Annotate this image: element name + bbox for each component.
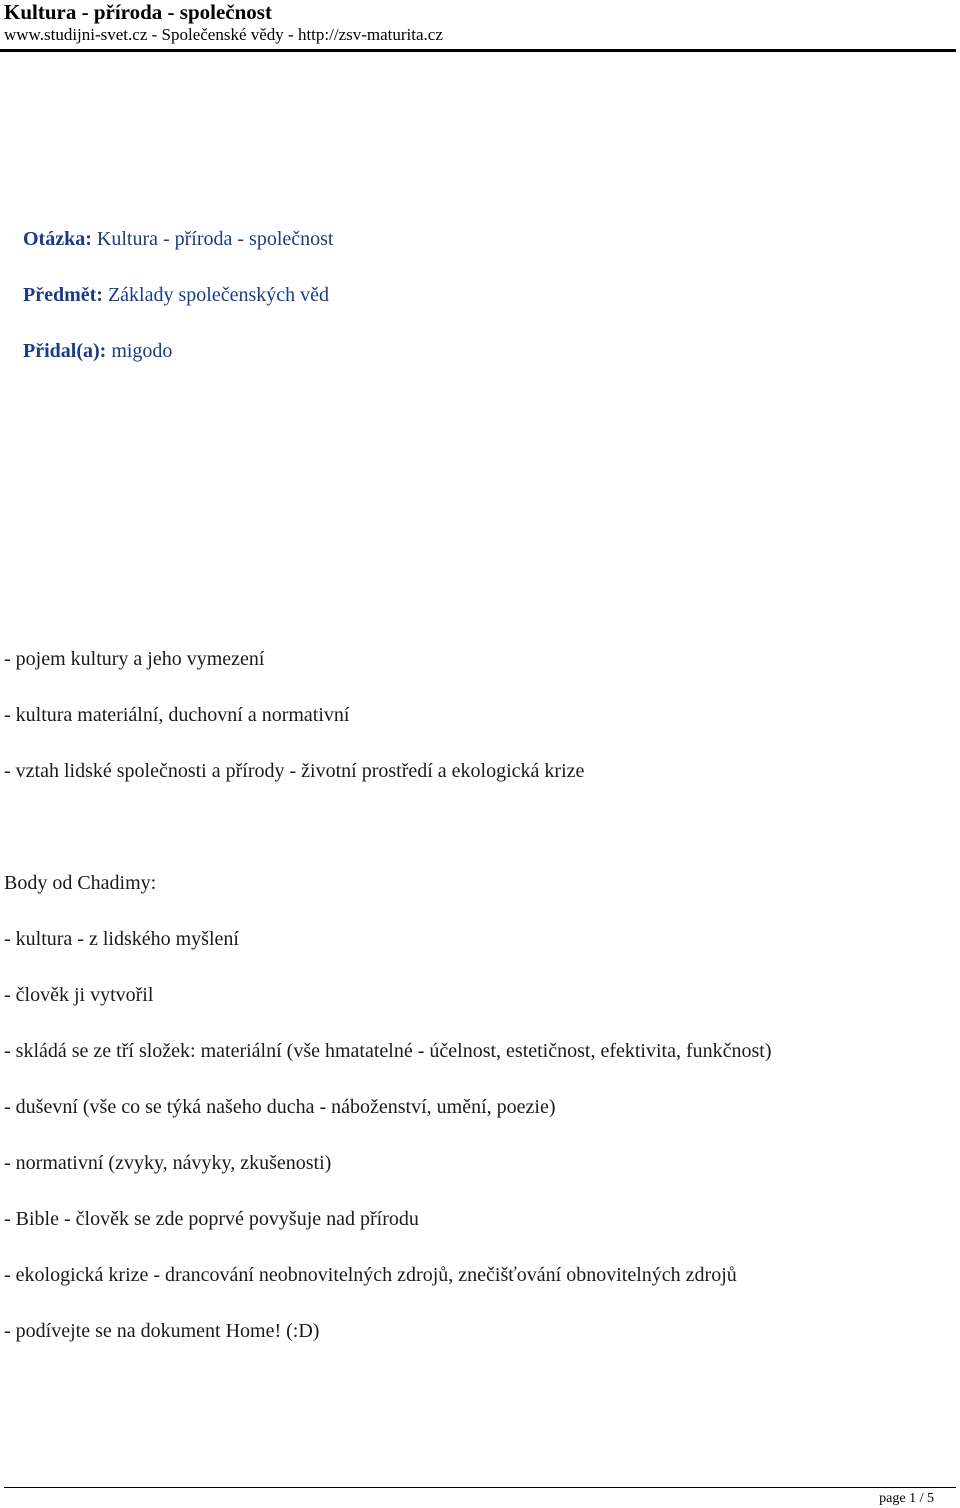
topic-line-3: - vztah lidské společnosti a přírody - životní prostředí a ekologická krize	[4, 760, 585, 782]
meta-author	[23, 339, 172, 363]
note-line-7: - ekologická krize - drancování neobnovitelných zdrojů, znečišťování obnovitelných zdrojů	[4, 1264, 737, 1286]
topic-line-2: - kultura materiální, duchovní a normativní	[4, 704, 350, 726]
note-line-1: - kultura - z lidského myšlení	[4, 928, 239, 950]
meta-question-value: Kultura - příroda - společnost	[96, 228, 334, 250]
note-line-6: - Bible - člověk se zde poprvé povyšuje nad přírodu	[4, 1208, 419, 1230]
header-divider	[0, 49, 956, 52]
note-line-3: - skládá se ze tří složek: materiální (vše hmatatelné - účelnost, estetičnost, efektivita, funkčnost)	[4, 1040, 772, 1062]
note-line-8: - podívejte se na dokument Home! (:D)	[4, 1320, 320, 1342]
note-line-5: - normativní (zvyky, návyky, zkušenosti)	[4, 1152, 332, 1174]
meta-subject	[23, 283, 329, 307]
meta-author-label: Přidal(a):	[23, 340, 107, 362]
meta-question-label: Otázka:	[23, 228, 92, 250]
note-line-4: - duševní (vše co se týká našeho ducha - náboženství, umění, poezie)	[4, 1096, 556, 1118]
topic-line-1: - pojem kultury a jeho vymezení	[4, 648, 265, 670]
document-subtitle: www.studijni-svet.cz - Společenské vědy - http://zsv-maturita.cz	[4, 25, 443, 44]
footer-divider	[4, 1487, 956, 1488]
page-number: page 1 / 5	[879, 1491, 934, 1506]
document-title: Kultura - příroda - společnost	[4, 0, 272, 24]
notes-heading: Body od Chadimy:	[4, 872, 157, 894]
meta-question	[23, 227, 334, 251]
meta-subject-label: Předmět:	[23, 284, 103, 306]
meta-author-value: migodo	[111, 340, 173, 362]
note-line-2: - člověk ji vytvořil	[4, 984, 154, 1006]
meta-subject-value: Základy společenských věd	[107, 284, 329, 306]
